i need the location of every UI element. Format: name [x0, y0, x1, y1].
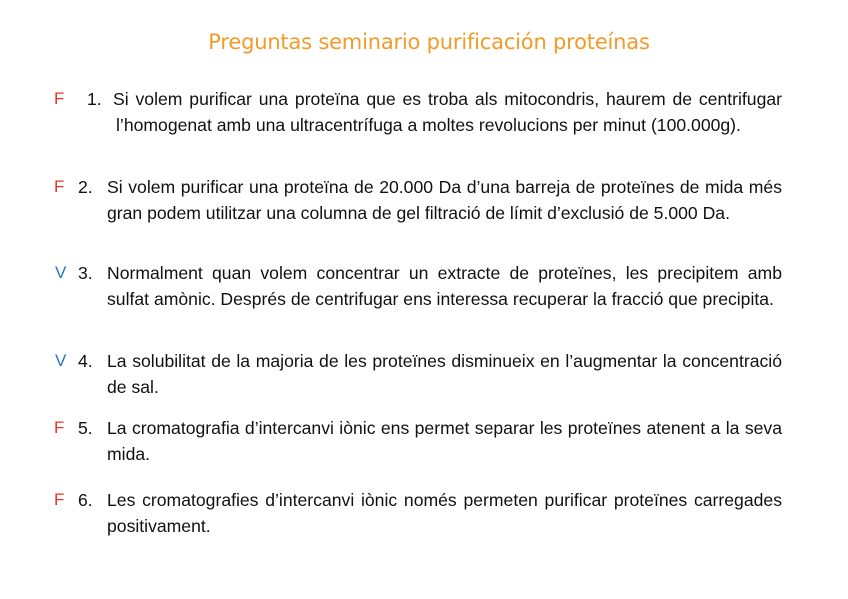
answer-mark: V — [55, 351, 67, 370]
question-number: 3. — [78, 263, 93, 283]
answer-mark: F — [54, 89, 65, 108]
answer-mark: V — [55, 263, 67, 282]
question-number: 5. — [78, 418, 93, 438]
answer-mark: F — [54, 490, 65, 509]
answer-mark: F — [54, 177, 65, 196]
page-title: Preguntas seminario purificación proteínas — [208, 30, 650, 54]
question-number: 6. — [78, 490, 93, 510]
question-text: Si volem purificar una proteïna que es troba als mitocondris, haurem de centrifugar l’homogenat amb una ultracentrífuga a moltes revolucions per minut (100.000g). — [113, 89, 782, 135]
question-text: Normalment quan volem concentrar un extracte de proteïnes, les precipitem amb sulfat amònic. Després de centrifugar ens interessa recuperar la fracció que precipita. — [107, 263, 782, 309]
question-number: 2. — [78, 177, 93, 197]
question-text: La solubilitat de la majoria de les proteïnes disminueix en l’augmentar la concentració de sal. — [107, 351, 782, 397]
question-text: La cromatografia d’intercanvi iònic ens permet separar les proteïnes atenent a la seva mida. — [107, 418, 782, 464]
question-text: Les cromatografies d’intercanvi iònic només permeten purificar proteïnes carregades positivament. — [107, 490, 782, 536]
question-number: 1. — [87, 89, 102, 109]
question-text: Si volem purificar una proteïna de 20.000 Da d’una barreja de proteïnes de mida més gran podem utilitzar una columna de gel filtració de límit d’exclusió de 5.000 Da. — [107, 177, 782, 223]
question-number: 4. — [78, 351, 93, 371]
answer-mark: F — [54, 418, 65, 437]
